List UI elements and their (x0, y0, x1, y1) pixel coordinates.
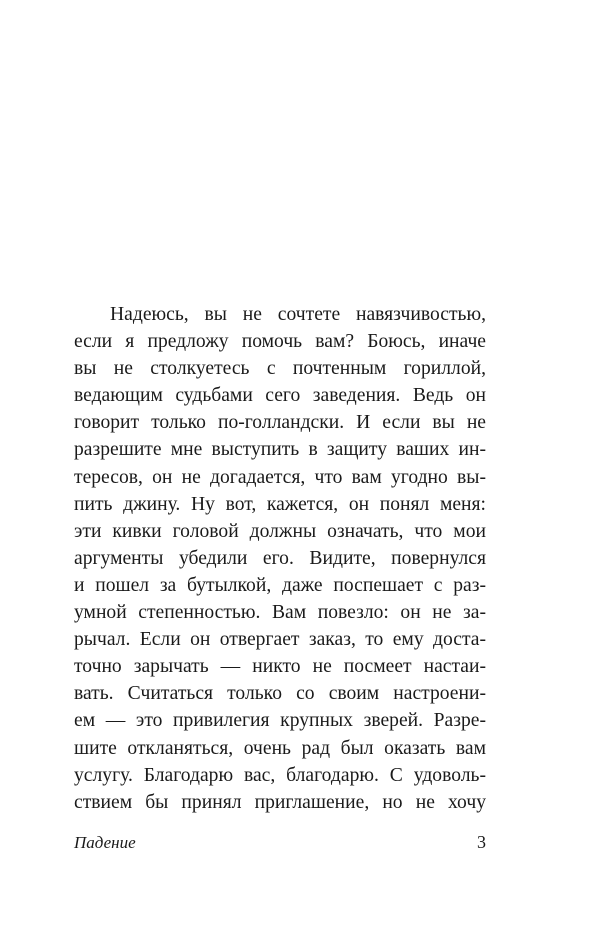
text-line: вы не столкуетесь с почтенным гориллой, (74, 358, 486, 380)
text-line: услугу. Благодарю вас, благодарю. С удоволь- (74, 764, 486, 786)
text-line: пить джину. Ну вот, кажется, он понял меня: (74, 493, 486, 515)
text-line: и пошел за бутылкой, даже поспешает с раз- (74, 574, 486, 596)
text-line: вать. Считаться только со своим настроени- (74, 683, 486, 705)
body-paragraph (74, 301, 486, 816)
text-line: умной степенностью. Вам повезло: он не за- (74, 602, 486, 624)
text-line: точно зарычать — никто не посмеет настаи- (74, 656, 486, 678)
text-line: если я предложу помочь вам? Боюсь, иначе (74, 331, 486, 353)
text-line: Надеюсь, вы не сочтете навязчивостью, (110, 304, 486, 325)
text-line: шите откланяться, очень рад был оказать вам (74, 737, 486, 759)
text-line: эти кивки головой должны означать, что мои (74, 520, 486, 542)
running-footer-title: Падение (74, 833, 136, 852)
text-line: ведающим судьбами сего заведения. Ведь он (74, 385, 486, 407)
text-line: ем — это привилегия крупных зверей. Разре- (74, 710, 486, 732)
text-line: говорит только по-голландски. И если вы не (74, 412, 486, 434)
text-line: ствием бы принял приглашение, но не хочу (74, 791, 486, 813)
page-number: 3 (477, 832, 486, 852)
text-line: разрешите мне выступить в защиту ваших ин- (74, 439, 486, 461)
text-line: аргументы убедили его. Видите, повернулся (74, 547, 486, 569)
text-line: рычал. Если он отвергает заказ, то ему доста- (74, 629, 486, 651)
text-line: тересов, он не догадается, что вам угодно вы- (74, 466, 486, 488)
